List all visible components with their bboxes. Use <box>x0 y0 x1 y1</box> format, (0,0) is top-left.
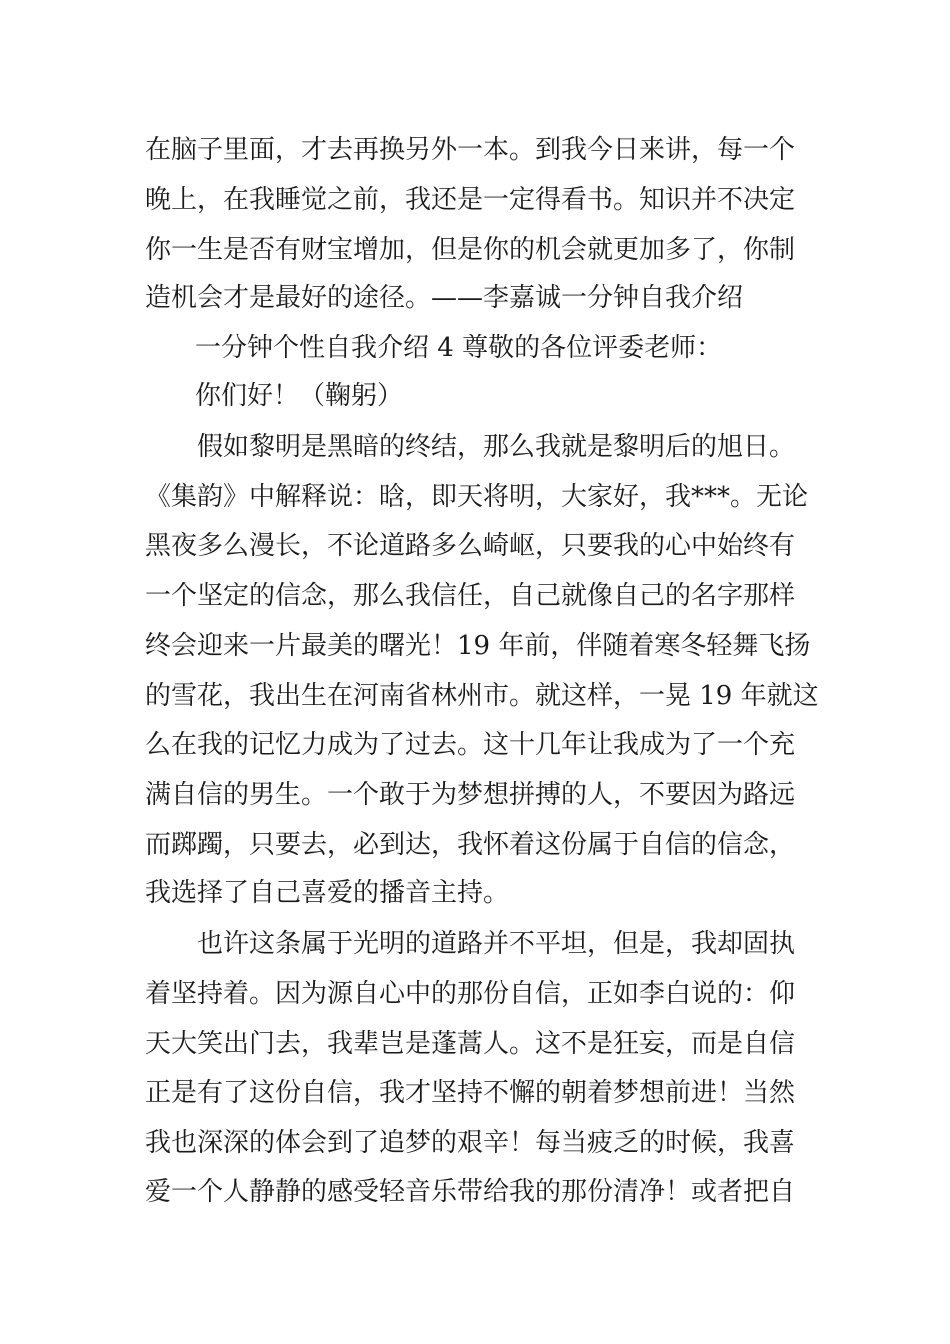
text-line: 我选择了自己喜爱的播音主持。 <box>145 878 510 908</box>
text-line: 《集韵》中解释说：晗，即天将明，大家好，我***。无论 <box>145 482 809 512</box>
text-line: 满自信的男生。一个敢于为梦想拼搏的人，不要因为路远 <box>145 780 796 810</box>
greeting-line: 你们好！（鞠躬） <box>195 381 404 411</box>
section-heading: 一分钟个性自我介绍 4 尊敬的各位评委老师： <box>195 333 723 363</box>
text-line: 晚上，在我睡觉之前，我还是一定得看书。知识并不决定 <box>145 185 796 215</box>
text-line: 着坚持着。因为源自心中的那份自信，正如李白说的：仰 <box>145 979 796 1009</box>
text-line: 爱一个人静静的感受轻音乐带给我的那份清净！或者把自 <box>145 1177 796 1207</box>
text-line: 你一生是否有财宝增加，但是你的机会就更加多了，你制 <box>145 235 796 265</box>
text-line: 我也深深的体会到了追梦的艰辛！每当疲乏的时候，我喜 <box>145 1128 796 1158</box>
text-line: 终会迎来一片最美的曙光！19 年前，伴随着寒冬轻舞飞扬 <box>145 631 811 661</box>
paragraph-first-line: 也许这条属于光明的道路并不平坦，但是，我却固执 <box>197 929 796 959</box>
text-line: 黑夜多么漫长，不论道路多么崎岖，只要我的心中始终有 <box>145 531 796 561</box>
text-line: 在脑子里面，才去再换另外一本。到我今日来讲，每一个 <box>145 135 796 165</box>
text-line: 天大笑出门去，我辈岂是蓬蒿人。这不是狂妄，而是自信 <box>145 1029 796 1059</box>
text-line: 造机会才是最好的途径。——李嘉诚一分钟自我介绍 <box>145 283 744 313</box>
paragraph-first-line: 假如黎明是黑暗的终结，那么我就是黎明后的旭日。 <box>197 432 796 462</box>
text-line: 一个坚定的信念，那么我信任，自己就像自己的名字那样 <box>145 581 796 611</box>
text-line: 的雪花，我出生在河南省林州市。就这样，一晃 19 年就这 <box>145 681 819 711</box>
text-line: 而踯躅，只要去，必到达，我怀着这份属于自信的信念， <box>145 830 796 860</box>
text-line: 正是有了这份自信，我才坚持不懈的朝着梦想前进！当然 <box>145 1078 796 1108</box>
text-line: 么在我的记忆力成为了过去。这十几年让我成为了一个充 <box>145 730 796 760</box>
